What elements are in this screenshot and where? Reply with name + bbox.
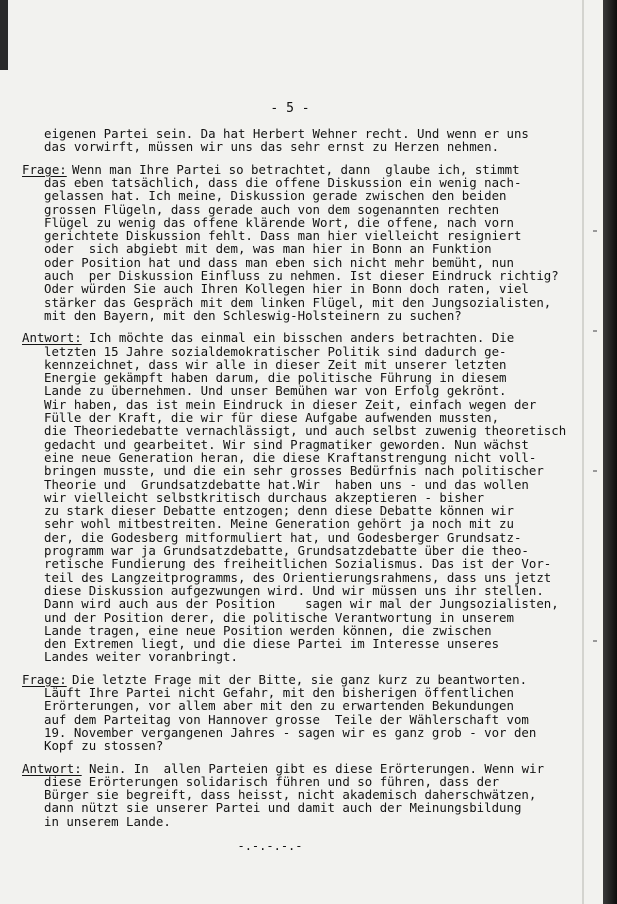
text-line: die Theoriedebatte vernachlässigt, und auch selbst zuwenig theoretisch xyxy=(44,423,567,439)
page-fold xyxy=(582,0,584,904)
text-line: gedacht und gearbeitet. Wir sind Pragmatiker geworden. Nun wächst xyxy=(44,436,529,452)
text-line: eigenen Partei sein. Da hat Herbert Wehner recht. Und wenn er uns xyxy=(44,126,529,141)
text-line: gerichtete Diskussion fehlt. Dass man hier vielleicht resigniert xyxy=(44,228,522,244)
text-line: Wenn man Ihre Partei so betrachtet, dann glaube ich, stimmt xyxy=(72,161,520,177)
text-line: der, die Godesberg mitformuliert hat, und Godesberger Grundsatz- xyxy=(44,529,522,545)
text-line: Ich möchte das einmal ein bisschen anders betrachten. Die xyxy=(89,330,515,346)
text-line: wir vielleicht selbstkritisch durchaus akzeptieren - bisher xyxy=(44,489,485,505)
text-line: Oder würden Sie auch Ihren Kollegen hier in Bonn doch raten, viel xyxy=(44,281,529,297)
text-line: Lande tragen, eine neue Position werden können, die zwischen xyxy=(44,622,492,638)
text-line: diese Erörterungen solidarisch führen und so führen, dass der xyxy=(44,773,500,789)
text-line: teil des Langzeitprogramms, des Orientierungsrahmens, dass uns jetzt xyxy=(44,569,552,585)
text-line: grossen Flügeln, dass gerade auch von dem sogenannten rechten xyxy=(44,201,500,217)
text-line: Bürger sie begreift, dass heisst, nicht akademisch daherschwätzen, xyxy=(44,787,537,803)
text-line: in unserem Lande. xyxy=(44,813,171,829)
label-frage: Frage: xyxy=(22,671,67,687)
page-number: - 5 - xyxy=(270,101,310,116)
text-line: programm war ja Grundsatzdebatte, Grundsatzdebatte über die theo- xyxy=(44,543,529,558)
text-line: Theorie und Grundsatzdebatte hat.Wir haben uns - und das wollen xyxy=(44,476,529,492)
text-line: 19. November vergangenen Jahres - sagen wir es ganz grob - vor den xyxy=(44,724,537,740)
end-mark: -.-.-.-.- xyxy=(237,839,303,853)
text-line: eine neue Generation heran, die diese Kraftanstrengung nicht voll- xyxy=(44,449,537,465)
text-line: retische Fundierung des freiheitlichen Sozialismus. Das ist der Vor- xyxy=(44,556,552,572)
text-line: Energie gekämpft haben darum, die politische Führung in diesem xyxy=(44,370,507,386)
text-line: letzten 15 Jahre sozialdemokratischer Politik sind dadurch ge- xyxy=(44,343,507,359)
text-line: Wir haben, das ist mein Eindruck in dieser Zeit, einfach wegen der xyxy=(44,396,537,412)
text-line: Dann wird auch aus der Position sagen wir mal der Jungsozialisten, xyxy=(44,596,559,612)
text-line: und der Position derer, die politische Verantwortung in unserem xyxy=(44,609,514,625)
text-line: Lande zu übernehmen. Und unser Bemühen war von Erfolg gekrönt. xyxy=(44,383,507,399)
label-frage: Frage: xyxy=(22,161,67,177)
text-line: Läuft Ihre Partei nicht Gefahr, mit den bisherigen öffentlichen xyxy=(44,685,514,700)
text-line: das vorwirft, müssen wir uns das sehr ernst zu Herzen nehmen. xyxy=(44,139,500,155)
text-line: Die letzte Frage mit der Bitte, sie ganz kurz zu beantworten. xyxy=(72,671,528,687)
text-line: stärker das Gespräch mit dem linken Flügel, mit den Jungsozialisten, xyxy=(44,294,552,310)
text-line: oder Position hat und dass man eben sich nicht mehr bemüht, nun xyxy=(44,254,514,270)
scan-edge xyxy=(603,0,617,904)
text-line: Nein. In allen Parteien gibt es diese Erörterungen. Wenn wir xyxy=(89,760,545,776)
text-line: Landes weiter voranbringt. xyxy=(44,649,238,665)
text-line: sehr wohl mitbestreiten. Meine Generation gehört ja noch mit zu xyxy=(44,516,514,532)
text-line: Fülle der Kraft, die wir für diese Aufgabe aufwenden mussten, xyxy=(44,410,500,425)
text-line: kennzeichnet, dass wir alle in dieser Zeit mit unserer letzten xyxy=(44,356,507,372)
text-line: dann nützt sie unserer Partei und damit auch der Meinungsbildung xyxy=(44,800,522,816)
text-line: den Extremen liegt, und die diese Partei im Interesse unseres xyxy=(44,636,500,652)
text-line: auch per Diskussion Einfluss zu nehmen. Ist dieser Eindruck richtig? xyxy=(44,268,559,283)
text-line: zu stark dieser Debatte entzogen; denn diese Debatte können wir xyxy=(44,503,514,519)
document-body-end xyxy=(0,0,30,45)
text-line: diese Diskussion aufgezwungen wird. Und wir müssen uns ihr stellen. xyxy=(44,582,544,598)
text-line: Kopf zu stossen? xyxy=(44,738,164,754)
text-line: bringen musste, und die ein sehr grosses Bedürfnis nach politischer xyxy=(44,463,544,479)
label-antwort: Antwort: xyxy=(22,760,82,776)
text-line: Flügel zu wenig das offene klärende Wort, die offene, nach vorn xyxy=(44,214,514,230)
text-line: auf dem Parteitag von Hannover grosse Teile der Wählerschaft vom xyxy=(44,711,529,727)
text-line: oder sich abgiebt mit dem, was man hier in Bonn an Funktion xyxy=(44,241,492,257)
text-line: gelassen hat. Ich meine, Diskussion gerade zwischen den beiden xyxy=(44,188,507,204)
label-antwort: Antwort: xyxy=(22,330,82,346)
text-line: Erörterungen, vor allem aber mit den zu erwartenden Bekundungen xyxy=(44,698,514,714)
text-line: mit den Bayern, mit den Schleswig-Holsteinern zu suchen? xyxy=(44,307,462,323)
text-line: das eben tatsächlich, dass die offene Diskussion ein wenig nach- xyxy=(44,174,522,190)
margin-marks xyxy=(593,0,599,904)
